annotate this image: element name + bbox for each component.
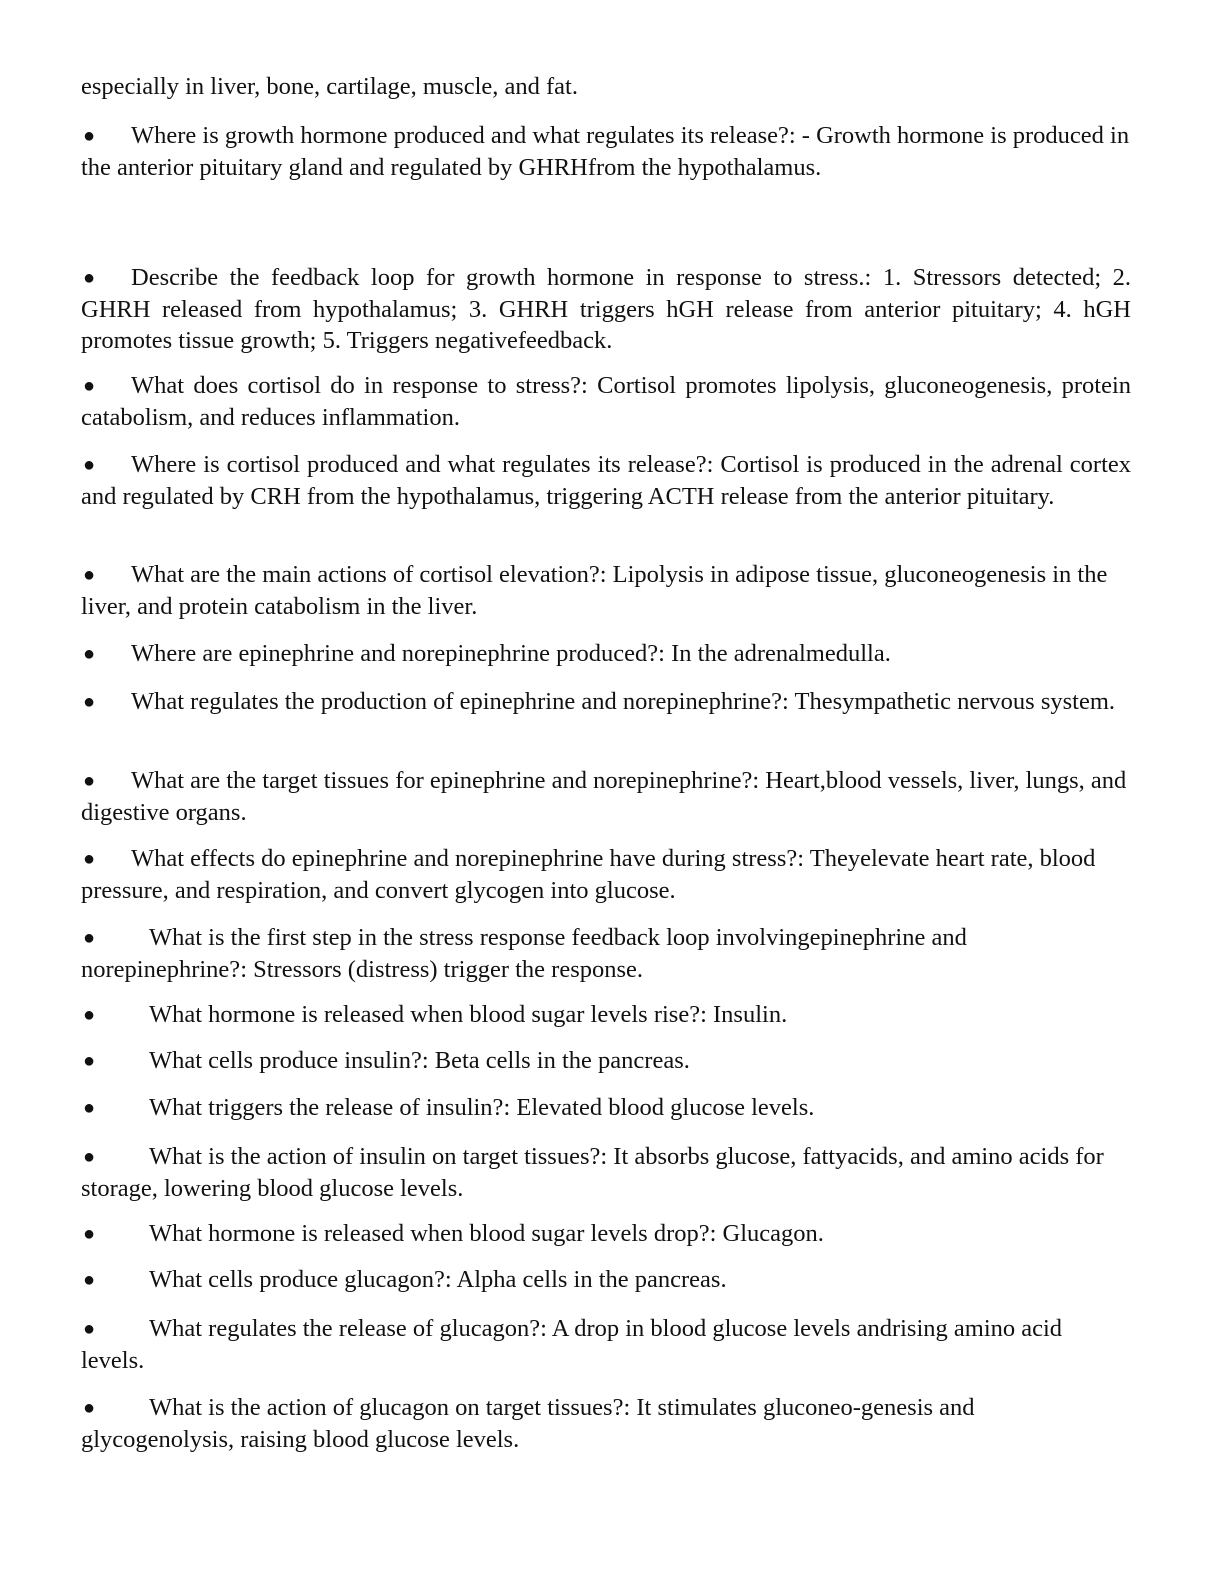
separator: :: [864, 264, 883, 291]
question-text: What effects do epinephrine and norepinephrine have during stress?: [131, 845, 798, 872]
separator: :: [782, 688, 795, 715]
answer-text: Beta cells in the pancreas.: [434, 1047, 690, 1074]
answer-text: Thesympathetic nervous system.: [794, 688, 1116, 715]
list-item: [81, 922, 1131, 985]
answer-text: It absorbs glucose, fattyacids, and amino acids for storage, lowering blood glucose levels.: [81, 1143, 1104, 1202]
list-item: [81, 1313, 1131, 1376]
bullet-icon: ●: [83, 927, 96, 949]
bullet-icon: ●: [83, 1097, 96, 1119]
list-item: [81, 999, 1131, 1031]
bullet-icon: ●: [83, 1318, 96, 1340]
bullet-icon: ●: [83, 1004, 96, 1026]
intro-text: especially in liver, bone, cartilage, muscle, and fat.: [81, 73, 578, 100]
separator: :: [581, 372, 598, 399]
bullet-icon: ●: [83, 643, 96, 665]
list-item: [81, 1264, 1131, 1296]
bullet-icon: ●: [83, 1223, 96, 1245]
bullet-icon: ●: [83, 375, 96, 397]
separator: :: [599, 561, 613, 588]
answer-text: It stimulates gluconeo-genesis and glycogenolysis, raising blood glucose levels.: [81, 1394, 975, 1453]
separator: :: [444, 1266, 457, 1293]
list-item: [81, 1141, 1131, 1204]
list-item: [81, 1092, 1131, 1124]
answer-text: Alpha cells in the pancreas.: [456, 1266, 727, 1293]
question-text: What are the target tissues for epinephrine and norepinephrine?: [131, 767, 753, 794]
separator: :: [700, 1001, 714, 1028]
question-text: Describe the feedback loop for growth hormone in response to stress.: [131, 264, 865, 291]
list-item: [81, 765, 1131, 828]
bullet-icon: ●: [83, 1269, 96, 1291]
list-item: [81, 843, 1131, 906]
list-item: [81, 638, 1131, 670]
list-item: [81, 449, 1131, 512]
list-item: [81, 120, 1131, 183]
separator: :: [240, 956, 254, 983]
bullet-icon: ●: [83, 125, 96, 147]
question-text: What hormone is released when blood sugar levels rise?: [149, 1001, 701, 1028]
answer-text: Theyelevate heart rate, blood pressure, and respiration, and convert glycogen into glucose.: [81, 845, 1096, 904]
bullet-icon: ●: [83, 1397, 96, 1419]
separator: :: [788, 122, 802, 149]
bullet-icon: ●: [83, 691, 96, 713]
question-text: What are the main actions of cortisol elevation?: [131, 561, 600, 588]
separator: :: [658, 640, 672, 667]
answer-text: Insulin.: [713, 1001, 788, 1028]
answer-text: In the adrenalmedulla.: [671, 640, 891, 667]
question-text: What does cortisol do in response to stress?: [131, 372, 582, 399]
list-item: [81, 262, 1131, 356]
question-text: Where is growth hormone produced and what regulates its release?: [131, 122, 789, 149]
answer-text: Lipolysis in adipose tissue, gluconeogenesis in the liver, and protein catabolism in the liver.: [81, 561, 1108, 620]
question-text: Where is cortisol produced and what regulates its release?: [131, 451, 707, 478]
answer-text: - Growth hormone is produced in the anterior pituitary gland and regulated by GHRHfrom the hypothalamus.: [81, 122, 1130, 181]
question-text: What triggers the release of insulin?: [149, 1094, 504, 1121]
separator: :: [421, 1047, 435, 1074]
question-text: What cells produce insulin?: [149, 1047, 422, 1074]
bullet-icon: ●: [83, 1146, 96, 1168]
answer-text: Stressors (distress) trigger the response.: [253, 956, 644, 983]
question-text: What is the action of glucagon on target tissues?: [149, 1394, 624, 1421]
list-item: [81, 1218, 1131, 1250]
answer-text: Heart,blood vessels, liver, lungs, and digestive organs.: [81, 767, 1127, 826]
answer-text: Cortisol promotes lipolysis, gluconeogenesis, protein catabolism, and reduces inflammation.: [81, 372, 1132, 431]
answer-text: Glucagon.: [722, 1220, 824, 1247]
separator: :: [503, 1094, 517, 1121]
question-text: What cells produce glucagon?: [149, 1266, 445, 1293]
separator: :: [752, 767, 766, 794]
answer-text: A drop in blood glucose levels andrising amino acid levels.: [81, 1315, 1063, 1374]
bullet-icon: ●: [83, 564, 96, 586]
bullet-icon: ●: [83, 267, 96, 289]
list-item: [81, 370, 1131, 433]
separator: :: [709, 1220, 723, 1247]
answer-text: 1. Stressors detected; 2. GHRH released from hypothalamus; 3. GHRH triggers hGH release from anterior pituitary; 4. hGH promotes tissue growth; 5. Triggers negativefeedback.: [81, 264, 1132, 354]
answer-text: Elevated blood glucose levels.: [516, 1094, 815, 1121]
question-text: Where are epinephrine and norepinephrine produced?: [131, 640, 659, 667]
separator: :: [540, 1315, 552, 1342]
list-item: [81, 1045, 1131, 1077]
separator: :: [623, 1394, 637, 1421]
bullet-icon: ●: [83, 454, 96, 476]
answer-text: Cortisol is produced in the adrenal cortex and regulated by CRH from the hypothalamus, triggering ACTH release from the anterior pituitary.: [81, 451, 1132, 510]
question-text: What hormone is released when blood sugar levels drop?: [149, 1220, 710, 1247]
question-text: What regulates the production of epinephrine and norepinephrine?: [131, 688, 783, 715]
bullet-icon: ●: [83, 1050, 96, 1072]
question-text: What regulates the release of glucagon?: [149, 1315, 541, 1342]
list-item: [81, 1392, 1131, 1455]
bullet-icon: ●: [83, 848, 96, 870]
question-text: What is the action of insulin on target tissues?: [149, 1143, 601, 1170]
separator: :: [706, 451, 721, 478]
separator: :: [600, 1143, 614, 1170]
list-item: [81, 559, 1131, 622]
list-item: [81, 686, 1131, 718]
separator: :: [797, 845, 810, 872]
document-page: [81, 71, 1132, 1453]
question-text: What is the first step in the stress response feedback loop involvingepinephrine and norepinephrine?: [81, 924, 967, 983]
bullet-icon: ●: [83, 770, 96, 792]
